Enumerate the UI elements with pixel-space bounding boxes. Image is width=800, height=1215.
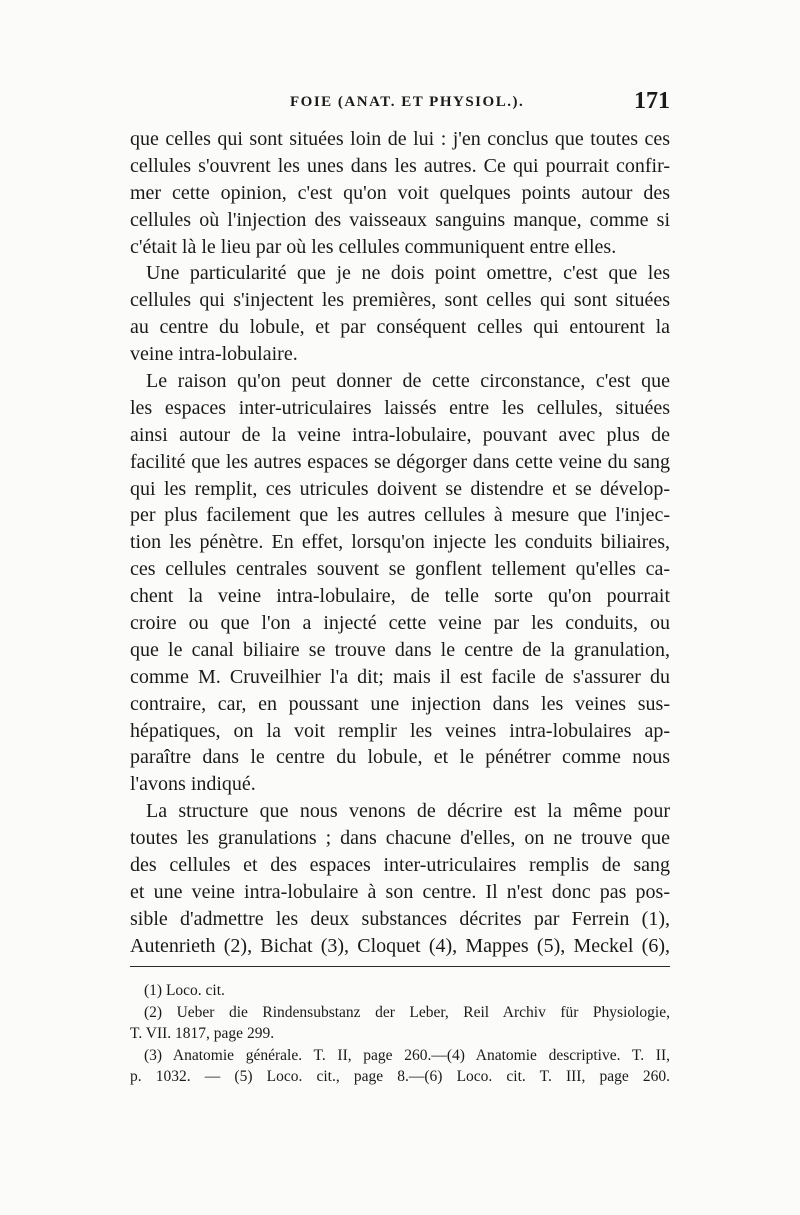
text-line: cellules où l'injection des vaisseaux sanguins manque, comme si — [130, 208, 670, 231]
text-line: ces cellules centrales souvent se gonflent tellement qu'elles ca- — [130, 558, 670, 581]
footnotes — [130, 980, 670, 1088]
text-line: contraire, car, en poussant une injection dans les veines sus- — [130, 692, 670, 715]
text-line: les espaces inter-utriculaires laissés entre les cellules, situées — [130, 396, 670, 419]
text-line: croire ou que l'on a injecté cette veine par les conduits, ou — [130, 612, 670, 635]
text-line: Le raison qu'on peut donner de cette circonstance, c'est que — [146, 370, 670, 393]
text-line: cellules s'ouvrent les unes dans les autres. Ce qui pourrait confir- — [130, 154, 670, 177]
running-head — [130, 88, 670, 120]
text-line: facilité que les autres espaces se dégorger dans cette veine du sang — [130, 450, 670, 473]
text-line: La structure que nous venons de décrire est la même pour — [146, 800, 670, 823]
running-title: FOIE (ANAT. ET PHYSIOL.). — [290, 94, 525, 110]
footnote: p. 1032. — (5) Loco. cit., page 8.—(6) Loco. cit. T. III, page 260. — [130, 1068, 670, 1085]
text-line: veine intra-lobulaire. — [130, 343, 298, 366]
text-line: qui les remplit, ces utricules doivent se distendre et se dévelop- — [130, 477, 670, 500]
text-line: cellules qui s'injectent les premières, sont celles qui sont situées — [130, 289, 670, 312]
body-text — [130, 126, 670, 960]
text-line: c'était là le lieu par où les cellules communiquent entre elles. — [130, 235, 617, 258]
text-line: des cellules et des espaces inter-utriculaires remplis de sang — [130, 854, 670, 877]
footnote: (2) Ueber die Rindensubstanz der Leber, Reil Archiv für Physiologie, — [144, 1003, 670, 1021]
text-line: chent la veine intra-lobulaire, de telle sorte qu'on pourrait — [130, 585, 670, 608]
text-line: mer cette opinion, c'est qu'on voit quelques points autour des — [130, 181, 670, 204]
text-line: que le canal biliaire se trouve dans le centre de la granulation, — [130, 638, 670, 661]
text-line: Autenrieth (2), Bichat (3), Cloquet (4), Mappes (5), Meckel (6), — [130, 934, 670, 957]
text-line: que celles qui sont situées loin de lui : j'en conclus que toutes ces — [130, 128, 670, 150]
text-line: toutes les granulations ; dans chacune d'elles, on ne trouve que — [130, 827, 670, 850]
text-line: paraître dans le centre du lobule, et le pénétrer comme nous — [130, 746, 670, 769]
footnote: (1) Loco. cit. — [144, 982, 225, 999]
text-line: au centre du lobule, et par conséquent celles qui entourent la — [130, 316, 670, 339]
text-line: hépatiques, on la voit remplir les veines intra-lobulaires ap- — [130, 719, 670, 742]
text-line: et une veine intra-lobulaire à son centre. Il n'est donc pas pos- — [130, 880, 670, 903]
text-line: Une particularité que je ne dois point omettre, c'est que les — [146, 262, 670, 285]
footnote: T. VII. 1817, page 299. — [130, 1025, 275, 1042]
text-line: ainsi autour de la veine intra-lobulaire, pouvant avec plus de — [130, 423, 670, 446]
text-line: tion les pénètre. En effet, lorsqu'on injecte les conduits biliaires, — [130, 531, 670, 554]
page-number: 171 — [634, 88, 670, 114]
footnote: (3) Anatomie générale. T. II, page 260.—(4) Anatomie descriptive. T. II, — [144, 1046, 670, 1064]
text-line: sible d'admettre les deux substances décrites par Ferrein (1), — [130, 907, 670, 930]
text-line: comme M. Cruveilhier l'a dit; mais il est facile de s'assurer du — [130, 665, 670, 688]
footnote-rule — [130, 966, 670, 967]
text-line: per plus facilement que les autres cellules à mesure que l'injec- — [130, 504, 670, 527]
text-line: l'avons indiqué. — [130, 773, 256, 796]
